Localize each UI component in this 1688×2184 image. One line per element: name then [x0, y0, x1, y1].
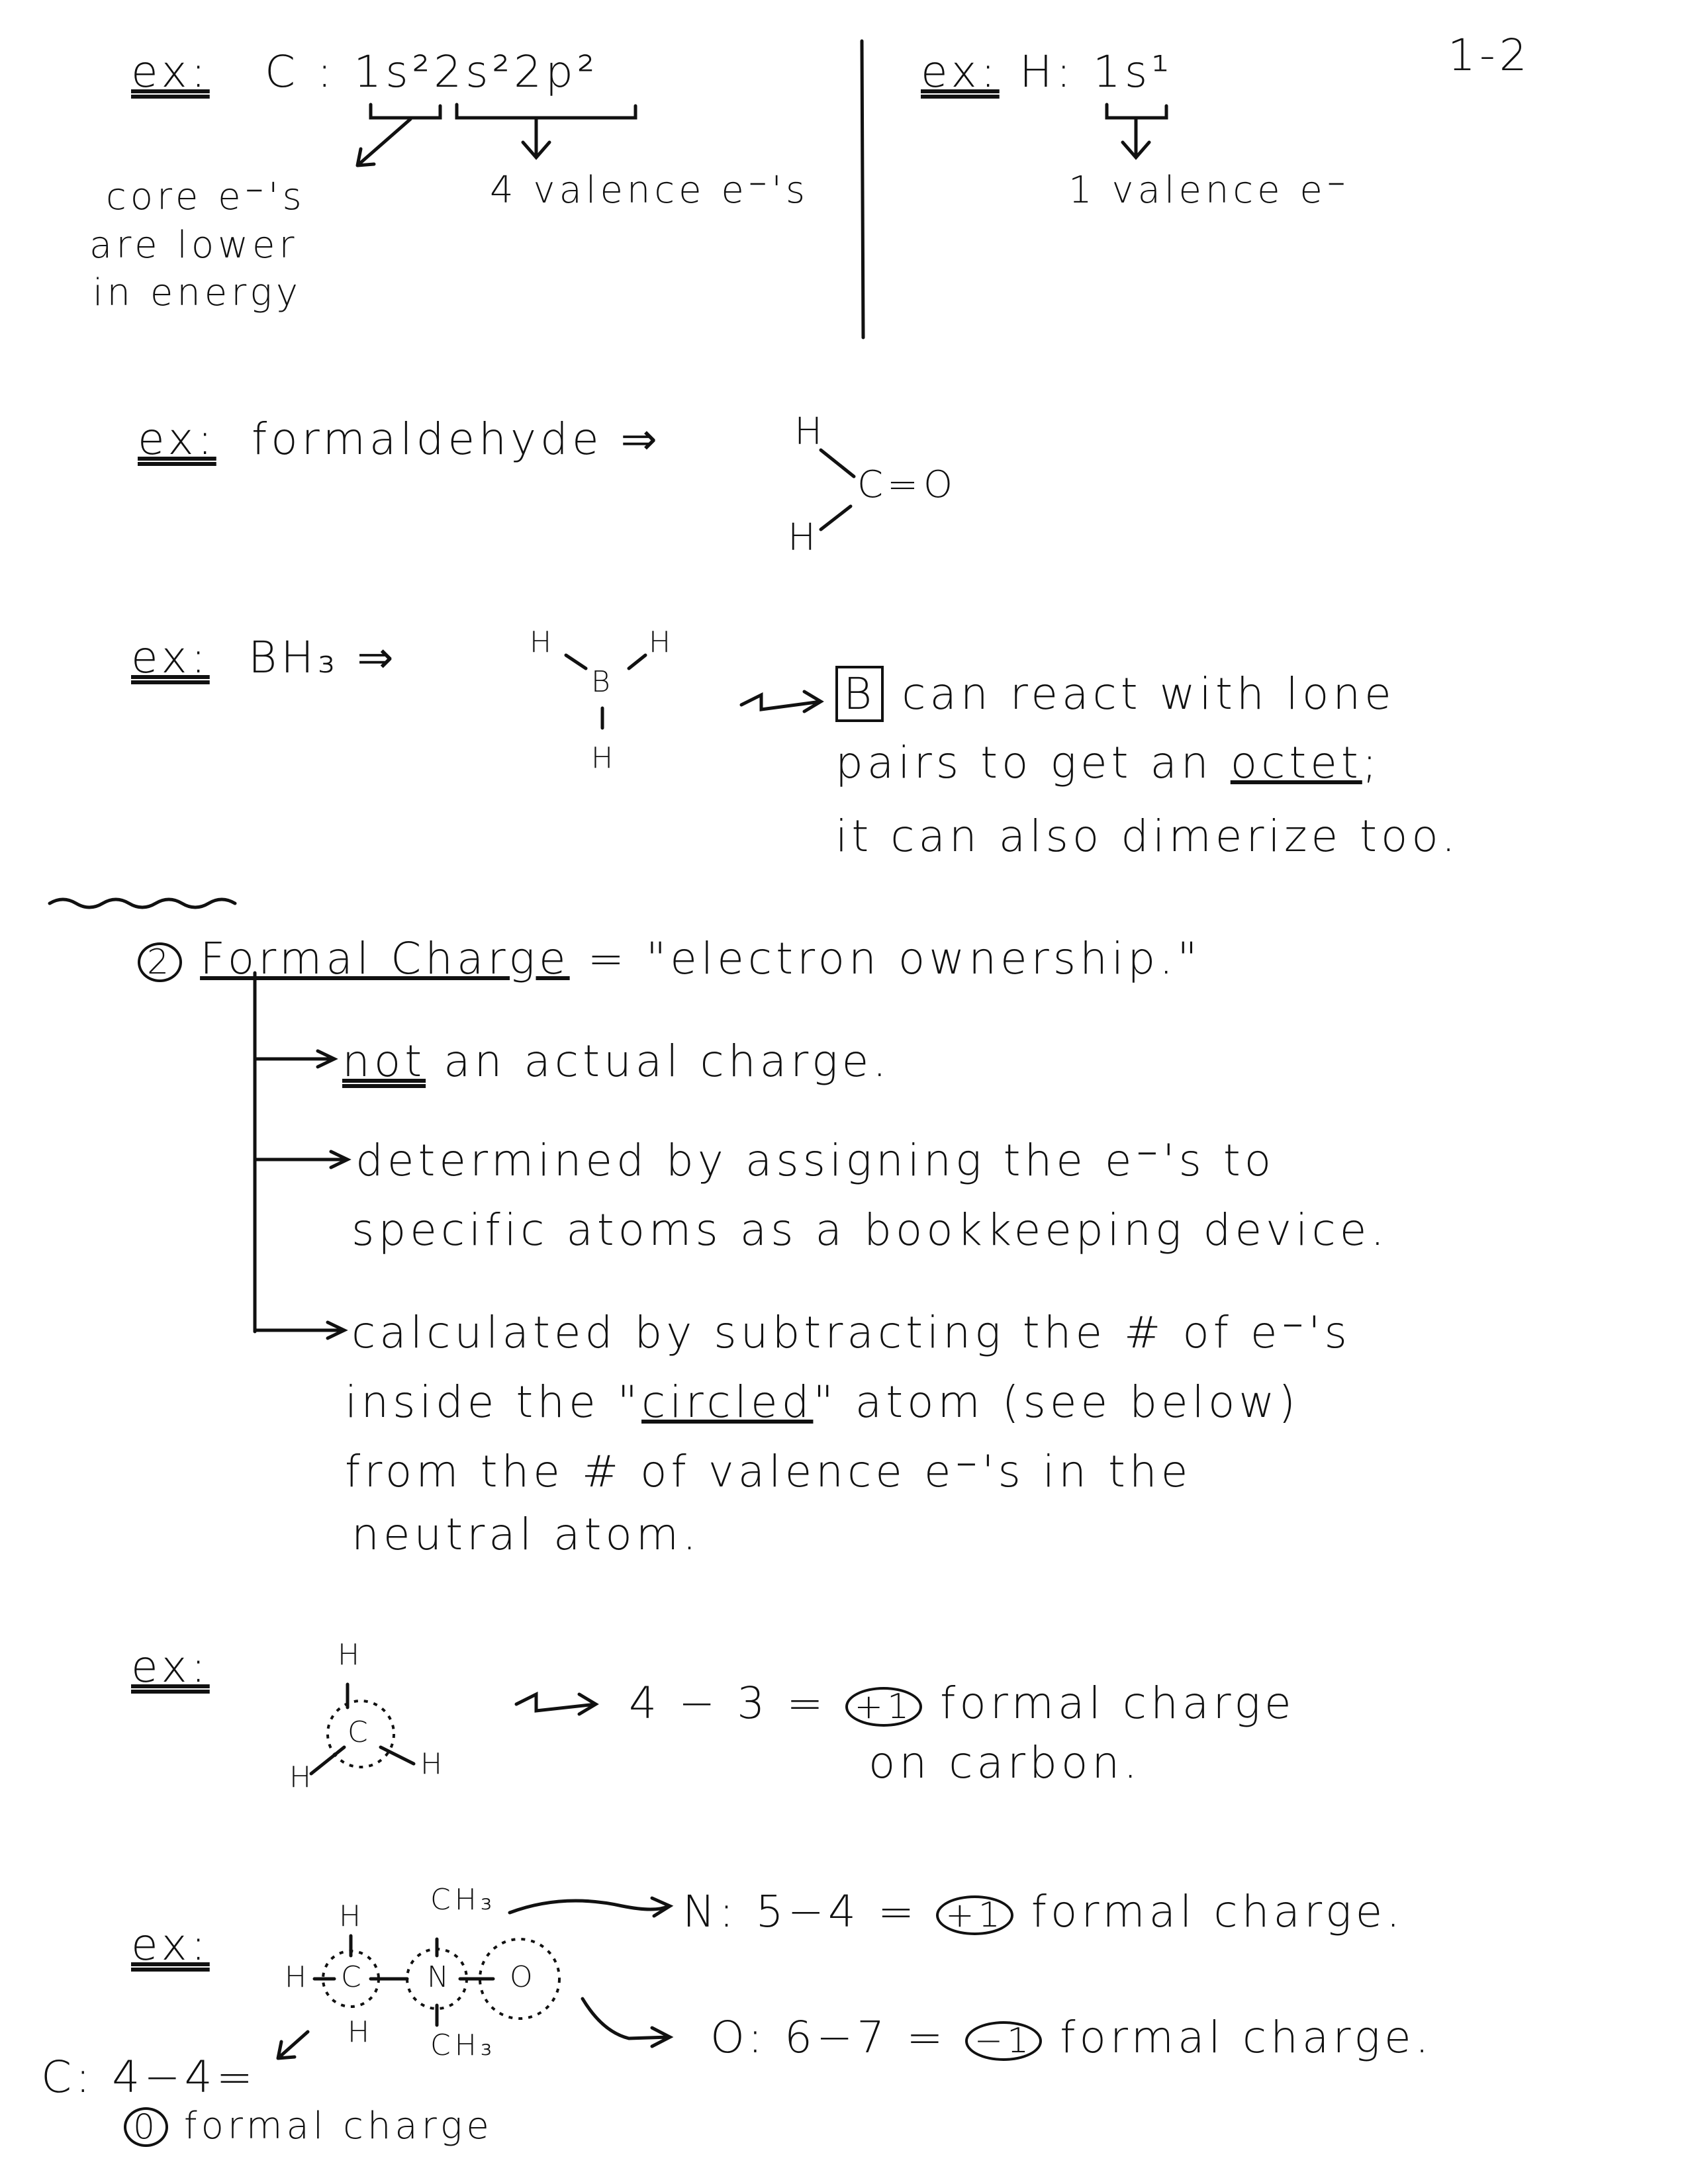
example-label: ex:: [131, 632, 210, 683]
circled-underlined: circled: [641, 1377, 814, 1428]
section-number: 2: [138, 942, 182, 982]
atom-h: H: [649, 625, 675, 659]
atom-h: H: [285, 1960, 311, 1994]
core-note-1: core e⁻'s: [106, 175, 306, 218]
atom-h: H: [339, 1899, 365, 1933]
carbocation-calc: [629, 1678, 1295, 1729]
atom-c: C: [341, 1960, 365, 1994]
atom-h: H: [348, 2015, 374, 2049]
point-3-line-1: calculated by subtracting the # of e⁻'s: [352, 1307, 1351, 1358]
point-2-line-1: determined by assigning the e⁻'s to: [355, 1135, 1276, 1186]
carbon-calc: C: 4−4=: [41, 2052, 257, 2103]
carbon-result: [124, 2105, 493, 2148]
charge-circle: +1: [936, 1895, 1013, 1935]
atom-h: H: [591, 741, 618, 775]
atom-n: N: [427, 1960, 453, 1994]
atom-o: O: [923, 463, 957, 506]
valence-note: 4 valence e⁻'s: [490, 169, 810, 212]
point-2-line-2: specific atoms as a bookkeeping device.: [352, 1205, 1389, 1255]
example-label: ex:: [131, 1919, 210, 1970]
atom-h: H: [530, 625, 556, 659]
point-3-line-4: neutral atom.: [352, 1509, 701, 1560]
atom-h: H: [338, 1638, 364, 1672]
oxygen-calc: [710, 2012, 1433, 2063]
note-text: can react with lone: [902, 668, 1395, 719]
atom-h: H: [788, 516, 820, 559]
ch3-bottom: CH₃: [430, 2028, 496, 2062]
atom-h: H: [794, 410, 827, 453]
atom-h: H: [420, 1747, 447, 1781]
carbocation-result-line-2: on carbon.: [868, 1737, 1142, 1788]
core-note-2: are lower: [89, 224, 299, 267]
point-text: an actual charge.: [444, 1036, 891, 1087]
charge-circle: −1: [965, 2021, 1043, 2061]
bh3-note-line-1: [835, 668, 1395, 719]
atom-h: H: [289, 1760, 316, 1794]
point-text: " atom (see below): [813, 1377, 1300, 1428]
ch3-top: CH₃: [430, 1883, 496, 1917]
calc-text: 4 − 3 =: [629, 1678, 827, 1729]
nitrogen-calc: [682, 1886, 1404, 1937]
bh3-note-line-2: [835, 737, 1381, 788]
divider: [862, 41, 863, 338]
result-text: formal charge.: [1031, 1886, 1405, 1937]
hydrogen-valence-note: 1 valence e⁻: [1068, 169, 1350, 212]
formaldehyde-text: formaldehyde ⇒: [252, 414, 661, 465]
example-label: ex:: [138, 414, 216, 465]
not-emphasis: not: [342, 1036, 426, 1087]
result-text: formal charge: [183, 2105, 493, 2148]
example-label: ex:: [131, 1641, 210, 1692]
charge-circle: +1: [845, 1687, 923, 1727]
note-text: pairs to get an: [835, 737, 1213, 788]
atom-c: C: [857, 463, 888, 506]
example-label: ex:: [131, 46, 210, 97]
calc-text: O: 6−7 =: [710, 2012, 947, 2063]
calc-text: N: 5−4 =: [682, 1886, 919, 1937]
result-text: formal charge.: [1060, 2012, 1433, 2063]
section-definition: = "electron ownership.": [587, 933, 1201, 984]
point-text: inside the ": [345, 1377, 642, 1428]
bh3-note-line-3: it can also dimerize too.: [835, 811, 1460, 862]
boron-box: B: [835, 666, 884, 722]
bond-double: =: [887, 463, 922, 506]
core-note-3: in energy: [93, 271, 303, 314]
section-heading: [138, 933, 1201, 984]
bh3-text: BH₃ ⇒: [248, 632, 398, 683]
octet-underlined: octet: [1230, 737, 1362, 788]
atom-o: O: [510, 1960, 537, 1994]
result-text: formal charge: [940, 1678, 1295, 1729]
carbon-config: C : 1s²2s²2p²: [265, 46, 599, 97]
example-label: ex:: [921, 46, 1000, 97]
atom-b: B: [591, 665, 614, 699]
note-text: ;: [1362, 737, 1382, 788]
point-3-line-3: from the # of valence e⁻'s in the: [345, 1446, 1192, 1497]
atom-c: C: [348, 1715, 372, 1749]
page-number: 1-2: [1448, 30, 1531, 81]
charge-circle: 0: [124, 2107, 168, 2147]
point-1: [342, 1036, 890, 1087]
section-title: Formal Charge: [200, 933, 570, 984]
hydrogen-config: H: 1s¹: [1019, 46, 1173, 97]
point-3-line-2: [345, 1377, 1299, 1428]
